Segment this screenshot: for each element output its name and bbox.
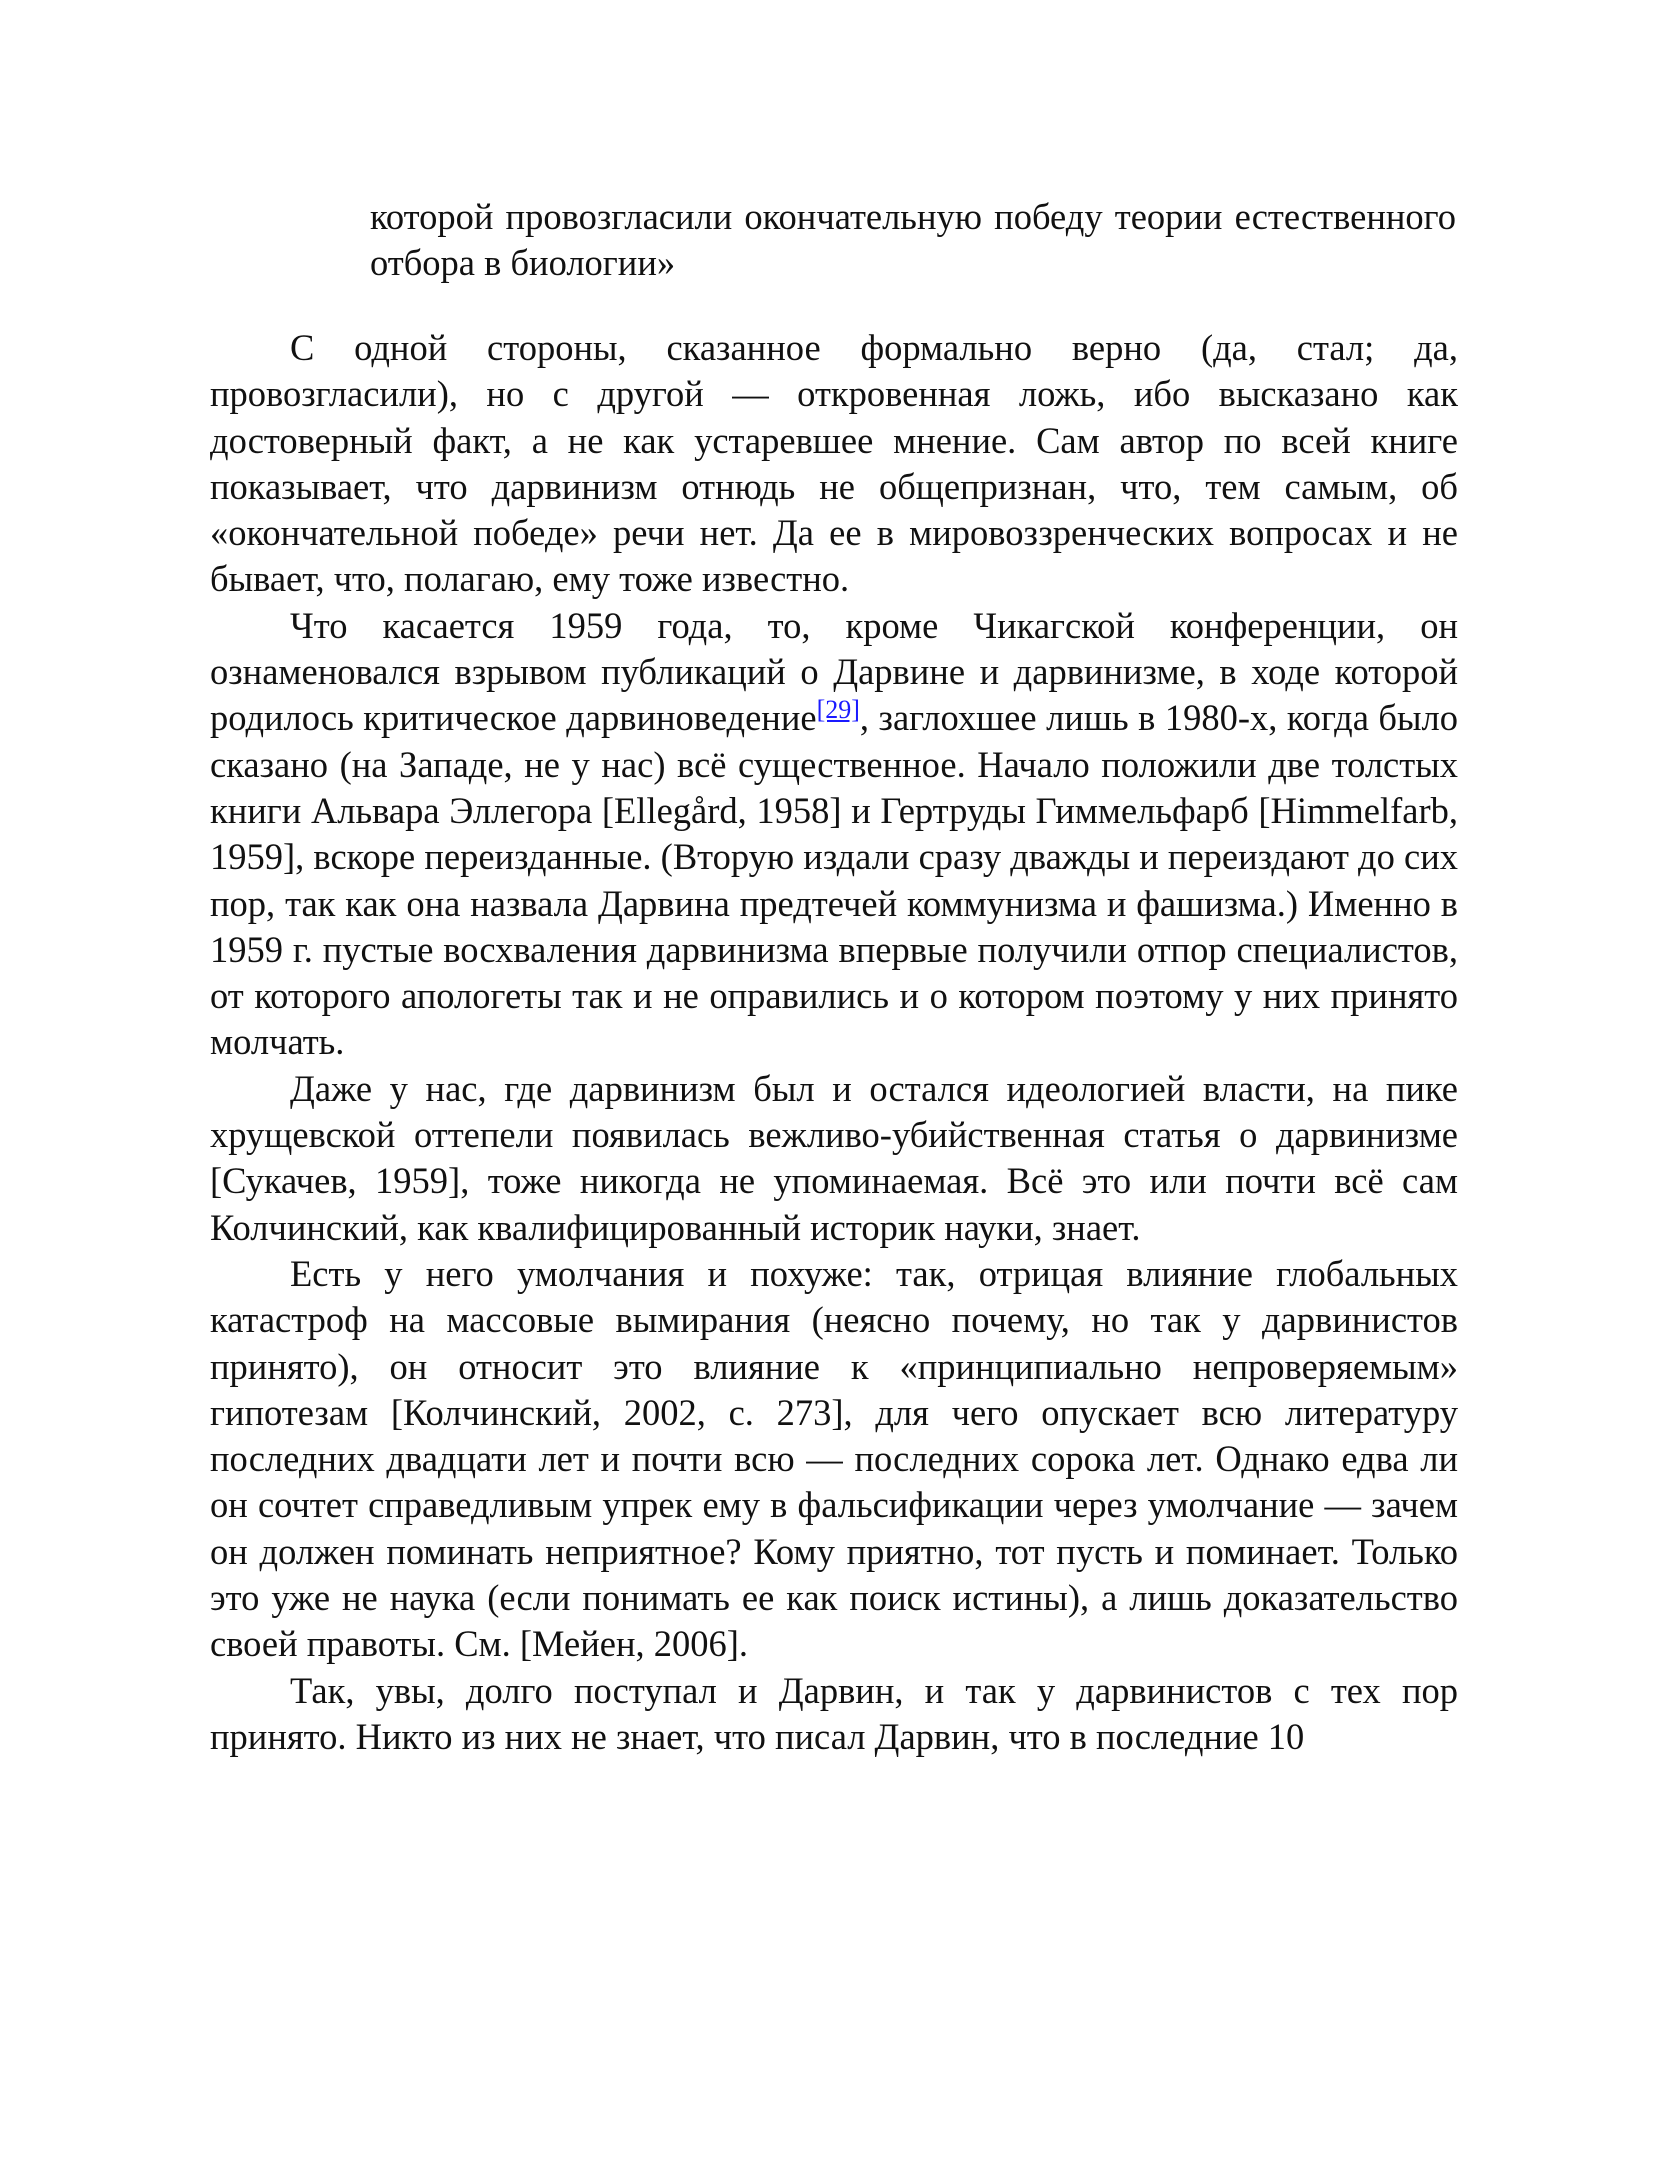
paragraph-1: С одной стороны, сказанное формально верно (да, стал; да, провозгласили), но с другой — откровенная ложь, ибо высказано как достоверный факт, а не как устаревшее мнение. Сам автор по всей книге показывает, что дарвинизм отнюдь не общепризнан, что, тем самым, об «окончательной победе» речи нет. Да ее в мировоззренческих вопросах и не бывает, что, полагаю, ему тоже известно. bbox=[210, 327, 1458, 600]
paragraph-4: Есть у него умолчания и похуже: так, отрицая влияние глобальных катастроф на массовые вымирания (неясно почему, но так у дарвинистов принято), он относит это влияние к «принципиально непроверяемым» гипотезам [Колчинский, 2002, с. 273], для чего опускает всю литературу последних двадцати лет и почти всю — последних сорока лет. Однако едва ли он сочтет справедливым упрек ему в фальсификации через умолчание — зачем он должен поминать неприятное? Кому приятно, тот пусть и поминает. Только это уже не наука (если понимать ее как поиск истины), а лишь доказательство своей правоты. См. [Мейен, 2006]. bbox=[210, 1252, 1458, 1665]
paragraph-3: Даже у нас, где дарвинизм был и остался идеологией власти, на пике хрущевской оттепели появилась вежливо-убийственная статья о дарвинизме [Сукачев, 1959], тоже никогда не упоминаемая. Всё это или почти всё сам Колчинский, как квалифицированный историк науки, знает. bbox=[210, 1067, 1458, 1248]
paragraph-2-text-after-footnote: , заглохшее лишь в 1980-х, когда было сказано (на Западе, не у нас) всё существенное. Начало положили две толстых книги Альвара Эллегора [Ellegård, 1958] и Гертруды Гиммельфарб [Himmelfarb, 1959], вскоре переизданные. (Вторую издали сразу дважды и переиздают до сих пор, так как она назвала Дарвина предтечей коммунизма и фашизма.) Именно в 1959 г. пустые восхваления дарвинизма впервые получили отпор специалистов, от которого апологеты так и не оправились и о котором поэтому у них принято молчать. bbox=[210, 697, 1458, 1063]
footnote-link-29[interactable]: [29] bbox=[816, 695, 860, 725]
document-body bbox=[210, 325, 1458, 1760]
paragraph-5: Так, увы, долго поступал и Дарвин, и так у дарвинистов с тех пор принято. Никто из них не знает, что писал Дарвин, что в последние 10 bbox=[210, 1669, 1458, 1757]
block-quote-continuation: которой провозгласили окончательную победу теории естественного отбора в биологии» bbox=[370, 196, 1456, 284]
paragraph-2 bbox=[210, 603, 1458, 1066]
paragraph-2-text-before-footnote: Что касается 1959 года, то, кроме Чикагской конференции, он ознаменовался взрывом публикаций о Дарвине и дарвинизме, в ходе которой родилось критическое дарвиноведение bbox=[210, 604, 1458, 739]
